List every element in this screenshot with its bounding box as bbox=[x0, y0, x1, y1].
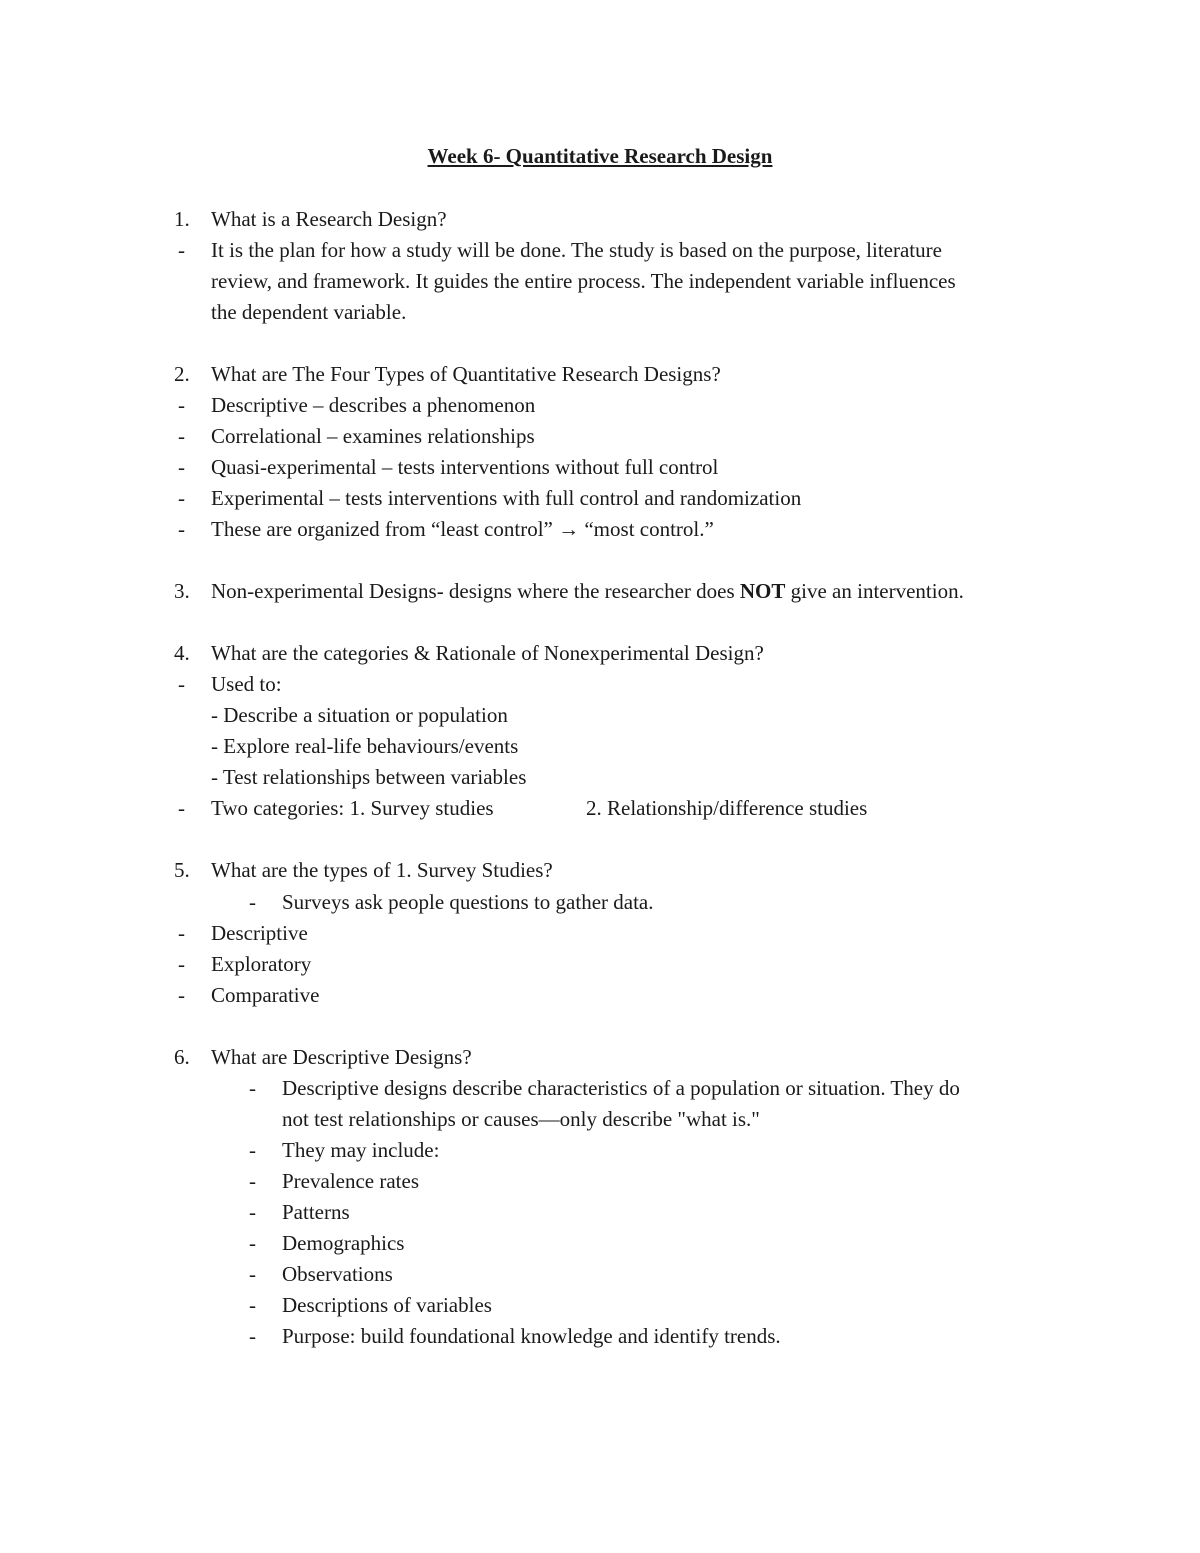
section-1-number: 1. bbox=[174, 207, 190, 231]
list-item: Demographics bbox=[282, 1231, 405, 1255]
section-1-answer-line: It is the plan for how a study will be done. The study is based on the purpose, literature bbox=[211, 238, 942, 262]
section-1-answer-line: the dependent variable. bbox=[211, 300, 407, 324]
list-item: Experimental – tests interventions with full control and randomization bbox=[211, 486, 802, 510]
section-5-question: What are the types of 1. Survey Studies? bbox=[211, 858, 553, 882]
bullet-dash: - bbox=[249, 1076, 256, 1100]
list-item: Exploratory bbox=[211, 952, 312, 976]
section-1-question: What is a Research Design? bbox=[211, 207, 447, 231]
section-6-description-line: not test relationships or causes—only describe "what is." bbox=[282, 1107, 760, 1131]
list-item: Descriptions of variables bbox=[282, 1293, 492, 1317]
bullet-dash: - bbox=[249, 1324, 256, 1348]
bullet-dash: - bbox=[178, 952, 185, 976]
section-2-question: What are The Four Types of Quantitative Research Designs? bbox=[211, 362, 721, 386]
document-title: Week 6- Quantitative Research Design bbox=[427, 144, 773, 168]
section-4-number: 4. bbox=[174, 641, 190, 665]
section-3-text-after: give an intervention. bbox=[785, 579, 964, 603]
section-5-number: 5. bbox=[174, 858, 190, 882]
section-3-text bbox=[211, 577, 964, 605]
section-6-description-line: Descriptive designs describe characteristics of a population or situation. They do bbox=[282, 1076, 960, 1100]
list-item: Comparative bbox=[211, 983, 320, 1007]
list-item: Correlational – examines relationships bbox=[211, 424, 535, 448]
bullet-dash: - bbox=[178, 238, 185, 262]
bullet-dash: - bbox=[178, 393, 185, 417]
bullet-dash: - bbox=[249, 1293, 256, 1317]
list-item: They may include: bbox=[282, 1138, 440, 1162]
section-4-categories-second: 2. Relationship/difference studies bbox=[586, 796, 868, 820]
section-1-answer-line: review, and framework. It guides the entire process. The independent variable influences bbox=[211, 269, 956, 293]
section-5-note: Surveys ask people questions to gather data. bbox=[282, 890, 654, 914]
bullet-dash: - bbox=[178, 455, 185, 479]
section-6-question: What are Descriptive Designs? bbox=[211, 1045, 472, 1069]
bullet-dash: - bbox=[249, 1200, 256, 1224]
bullet-dash: - bbox=[178, 983, 185, 1007]
section-6-number: 6. bbox=[174, 1045, 190, 1069]
bullet-dash: - bbox=[178, 517, 185, 541]
section-3-number: 3. bbox=[174, 579, 190, 603]
section-3-text-before: Non-experimental Designs- designs where the researcher does bbox=[211, 579, 740, 603]
list-item: Observations bbox=[282, 1262, 393, 1286]
bullet-dash: - bbox=[249, 1169, 256, 1193]
bullet-dash: - bbox=[249, 1231, 256, 1255]
list-item: Descriptive – describes a phenomenon bbox=[211, 393, 536, 417]
bullet-dash: - bbox=[178, 486, 185, 510]
bullet-dash: - bbox=[178, 796, 185, 820]
section-4-categories: Two categories: 1. Survey studies bbox=[211, 796, 494, 820]
list-item: Prevalence rates bbox=[282, 1169, 420, 1193]
section-2-number: 2. bbox=[174, 362, 190, 386]
bullet-dash: - bbox=[178, 921, 185, 945]
bullet-dash: - bbox=[249, 1262, 256, 1286]
list-item: These are organized from “least control” → “most control.” bbox=[211, 517, 714, 541]
list-item: Patterns bbox=[282, 1200, 350, 1224]
section-4-question: What are the categories & Rationale of Nonexperimental Design? bbox=[211, 641, 764, 665]
list-item: Quasi-experimental – tests interventions without full control bbox=[211, 455, 719, 479]
sub-list-item: - Test relationships between variables bbox=[211, 765, 527, 789]
bullet-dash: - bbox=[249, 1138, 256, 1162]
list-item: Purpose: build foundational knowledge and identify trends. bbox=[282, 1324, 781, 1348]
section-3-emphasis: NOT bbox=[739, 579, 786, 603]
bullet-dash: - bbox=[178, 424, 185, 448]
list-item: Descriptive bbox=[211, 921, 308, 945]
section-4-used-to: Used to: bbox=[211, 672, 282, 696]
bullet-dash: - bbox=[178, 672, 185, 696]
sub-list-item: - Explore real-life behaviours/events bbox=[211, 734, 519, 758]
bullet-dash: - bbox=[249, 890, 256, 914]
sub-list-item: - Describe a situation or population bbox=[211, 703, 508, 727]
